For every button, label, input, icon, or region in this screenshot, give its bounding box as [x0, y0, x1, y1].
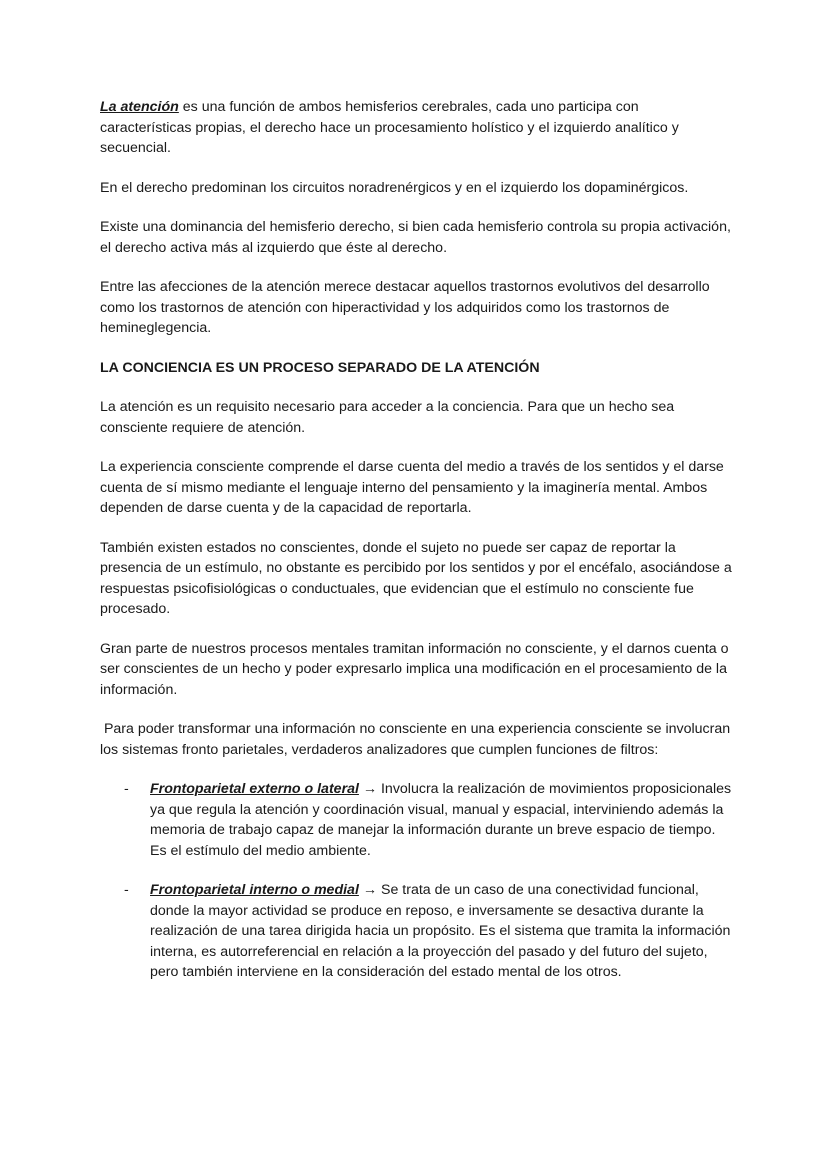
term-atencion: La atención — [100, 99, 179, 115]
paragraph: Existe una dominancia del hemisferio derecho, si bien cada hemisferio controla su propia activación, el derecho activa más al izquierdo que éste al derecho. — [100, 219, 731, 256]
paragraph: La experiencia consciente comprende el darse cuenta del medio a través de los sentidos y el darse cuenta de sí mismo mediante el lenguaje interno del pensamiento y la imaginería mental. Ambos dependen de darse cuenta y de la capacidad de reportarla. — [100, 459, 724, 516]
frontoparietal-list — [100, 779, 732, 983]
list-item-text: → Involucra la realización de movimientos proposicionales ya que regula la atención y coordinación visual, manual y espacial, interviniendo además la memoria de trabajo capaz de manejar la información durante un breve espacio de tiempo. Es el estímulo del medio ambiente. — [150, 781, 732, 859]
paragraph: La atención es un requisito necesario para acceder a la conciencia. Para que un hecho sea consciente requiere de atención. — [100, 399, 675, 436]
paragraph: Entre las afecciones de la atención merece destacar aquellos trastornos evolutivos del desarrollo como los trastornos de atención con hiperactividad y los adquiridos como los trastornos de hemineglegencia. — [100, 279, 710, 336]
intro-text: es una función de ambos hemisferios cerebrales, cada uno participa con características propias, el derecho hace un procesamiento holístico y el izquierdo analítico y secuencial. — [100, 99, 679, 156]
intro-paragraph — [100, 97, 732, 159]
list-bullet: - — [124, 781, 129, 797]
paragraph: En el derecho predominan los circuitos noradrenérgicos y en el izquierdo los dopaminérgicos. — [100, 179, 689, 196]
term-frontoparietal-interno: Frontoparietal interno o medial — [150, 882, 359, 898]
list-item-text: → Se trata de un caso de una conectividad funcional, donde la mayor actividad se produce en reposo, e inversamente se desactiva durante la realización de una tarea dirigida hacia un propósito. Es el sistema que tramita la información interna, es autorreferencial en relación a la proyección del pasado y del futuro del sujeto, pero también interviene en la consideración del estado mental de los otros. — [150, 882, 731, 980]
paragraph: Para poder transformar una información no consciente en una experiencia consciente se involucran los sistemas fronto parietales, verdaderos analizadores que cumplen funciones de filtros: — [100, 721, 735, 758]
paragraph: También existen estados no conscientes, donde el sujeto no puede ser capaz de reportar la presencia de un estímulo, no obstante es percibido por los sentidos y por el encéfalo, asociándose a respuestas psicofisiológicas o conductuales, que evidencian que el estímulo no consciente fue procesado. — [100, 539, 732, 617]
list-bullet: - — [124, 882, 129, 898]
section-heading: LA CONCIENCIA ES UN PROCESO SEPARADO DE LA ATENCIÓN — [100, 359, 540, 376]
list-item — [100, 779, 732, 861]
list-item — [100, 880, 732, 983]
paragraph: Gran parte de nuestros procesos mentales tramitan información no consciente, y el darnos cuenta o ser conscientes de un hecho y poder expresarlo implica una modificación en el procesamiento de la información. — [100, 640, 729, 698]
term-frontoparietal-externo: Frontoparietal externo o lateral — [150, 781, 359, 797]
document-body — [100, 97, 735, 1002]
